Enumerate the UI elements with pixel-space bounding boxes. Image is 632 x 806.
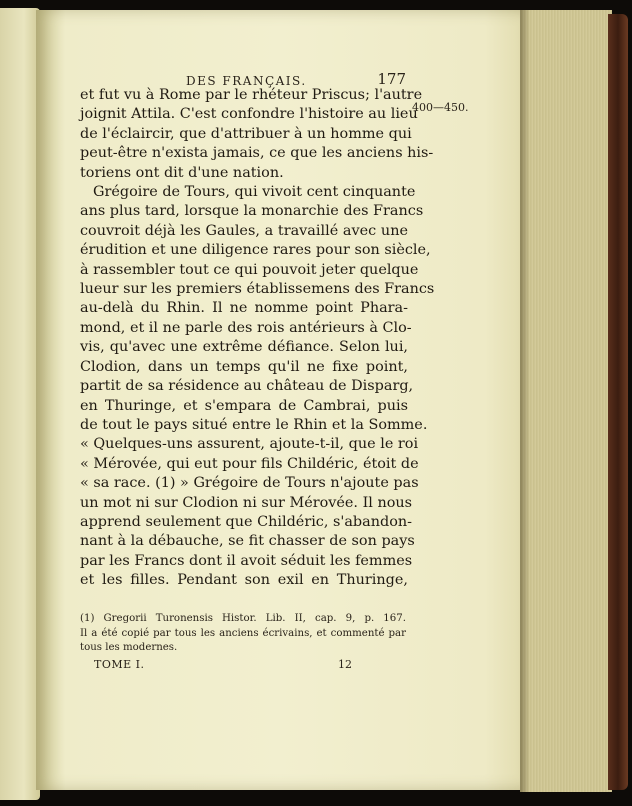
- text-line: un mot ni sur Clodion ni sur Mérovée. Il nous: [80, 494, 413, 511]
- page-footer: [94, 658, 394, 674]
- footnote-line: Il a été copié par tous les anciens écrivains, et commenté par: [80, 627, 406, 639]
- text-line: partit de sa résidence au château de Disparg,: [80, 378, 414, 395]
- text-line: toriens ont dit d'une nation.: [80, 164, 284, 181]
- text-line: de l'éclaircir, que d'attribuer à un homme qui: [80, 125, 412, 142]
- text-line: érudition et une diligence rares pour son siècle,: [80, 242, 431, 259]
- text-line: apprend seulement que Childéric, s'abandon-: [80, 513, 412, 530]
- text-line: et les filles. Pendant son exil en Thuringe,: [80, 572, 408, 589]
- text-line: en Thuringe, et s'empara de Cambrai, puis: [80, 397, 408, 414]
- footnote-line: (1) Gregorii Turonensis Histor. Lib. II, cap. 9, p. 167.: [80, 613, 406, 624]
- footnote-line: tous les modernes.: [80, 642, 178, 653]
- gutter-shadow: [520, 10, 530, 792]
- book-cover: [608, 14, 628, 790]
- text-line: « Quelques-uns assurent, ajoute-t-il, que le roi: [80, 436, 419, 453]
- signature-mark: 12: [338, 658, 352, 671]
- volume-label: TOME I.: [94, 658, 145, 671]
- text-line: peut-être n'exista jamais, ce que les anciens his-: [80, 145, 434, 162]
- text-line: vis, qu'avec une extrême défiance. Selon lui,: [80, 339, 408, 356]
- text-line: joignit Attila. C'est confondre l'histoire au lieu: [80, 106, 418, 123]
- text-line: couvroit déjà les Gaules, a travaillé avec une: [80, 222, 408, 239]
- text-line: ans plus tard, lorsque la monarchie des Francs: [80, 203, 424, 220]
- text-line: mond, et il ne parle des rois antérieurs à Clo-: [80, 319, 412, 336]
- page-number: 177: [377, 70, 406, 88]
- text-line: Grégoire de Tours, qui vivoit cent cinquante: [93, 184, 416, 201]
- text-line: par les Francs dont il avoit séduit les femmes: [80, 552, 413, 569]
- facing-page-edge: [0, 8, 40, 800]
- text-line: et fut vu à Rome par le rhéteur Priscus; l'autre: [80, 87, 423, 103]
- body-text: [80, 86, 435, 591]
- text-line: à rassembler tout ce qui pouvoit jeter quelque: [80, 261, 419, 278]
- text-line: nant à la débauche, se fit chasser de son pays: [80, 533, 415, 550]
- text-line: au-delà du Rhin. Il ne nomme point Phara-: [80, 300, 408, 317]
- text-line: lueur sur les premiers établissemens des Francs: [80, 281, 435, 298]
- footnote: [80, 612, 406, 656]
- text-line: « Mérovée, qui eut pour fils Childéric, étoit de: [80, 455, 419, 472]
- text-line: de tout le pays situé entre le Rhin et la Somme.: [80, 416, 428, 433]
- text-line: Clodion, dans un temps qu'il ne fixe point,: [80, 358, 408, 375]
- text-line: « sa race. (1) » Grégoire de Tours n'ajoute pas: [80, 475, 419, 492]
- running-title: DES FRANÇAIS.: [186, 74, 307, 88]
- margin-date-note: 400—450.: [412, 101, 469, 114]
- page-block-edge: [520, 10, 612, 792]
